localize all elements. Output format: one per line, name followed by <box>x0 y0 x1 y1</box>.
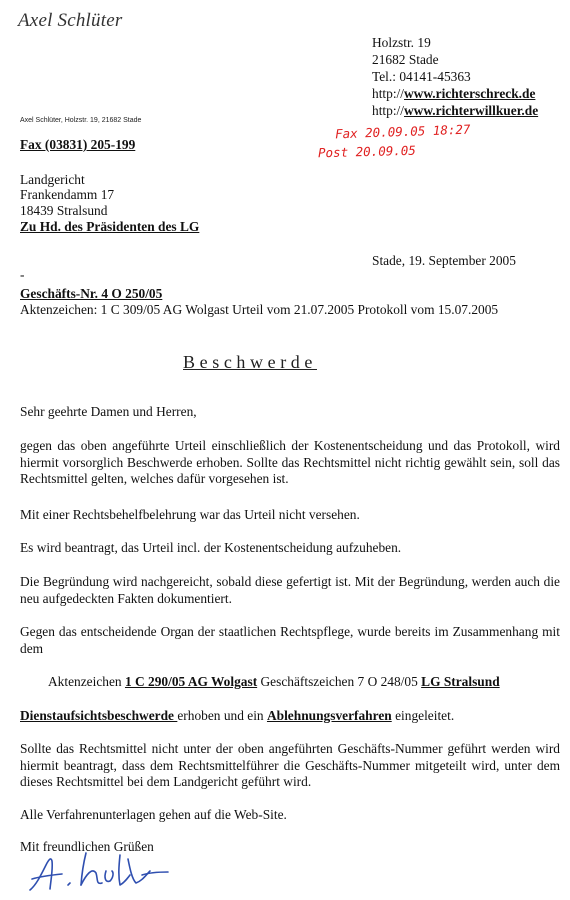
address-tel: Tel.: 04141-45363 <box>372 69 471 84</box>
complaint-line <box>20 708 454 724</box>
case-label: Aktenzeichen <box>48 674 125 689</box>
recipient-line-3: 18439 Stralsund <box>20 203 108 218</box>
paragraph-request: Es wird beantragt, das Urteil incl. der Kostenentscheidung aufzuheben. <box>20 540 402 555</box>
reference-details: Aktenzeichen: 1 C 309/05 AG Wolgast Urteil vom 21.07.2005 Protokoll vom 15.07.2005 <box>20 302 499 317</box>
handwritten-fax-note: Fax 20.09.05 18:27 <box>334 121 471 142</box>
url-text: www.richterschreck.de <box>404 86 536 101</box>
website-link-1[interactable] <box>372 86 535 102</box>
closing: Mit freundlichen Grüßen <box>20 839 154 854</box>
fax-number: Fax (03831) 205-199 <box>20 137 136 152</box>
case-reference-line <box>48 674 500 690</box>
address-street: Holzstr. 19 <box>372 35 431 50</box>
court-name: LG Stralsund <box>421 674 500 689</box>
rejection-term: Ablehnungsverfahren <box>266 708 392 723</box>
signature-icon <box>24 845 174 897</box>
document-title: Beschwerde <box>183 352 317 372</box>
paragraph-case-number-request: Sollte das Rechtsmittel nicht unter der oben angeführten Geschäfts-Nummer geführt werden wird hiermit beantragt, dass dem Rechtsmittelführer die Geschäfts-Nummer mitgeteilt wird, unter dem dieses Rechtsmittel bei dem Landgericht geführt wird. <box>20 741 560 789</box>
url-text: www.richterwillkuer.de <box>404 103 539 118</box>
complaint-term: Dienstaufsichtsbeschwerde <box>20 708 178 723</box>
address-city: 21682 Stade <box>372 52 439 67</box>
handwritten-post-note: Post 20.09.05 <box>317 142 417 161</box>
salutation: Sehr geehrte Damen und Herren, <box>20 404 197 419</box>
complaint-mid: erhoben und ein <box>177 708 267 723</box>
complaint-end: eingeleitet. <box>391 708 455 723</box>
dash-mark: - <box>20 267 25 282</box>
case-number: 1 C 290/05 AG Wolgast <box>124 674 258 689</box>
paragraph-no-instruction: Mit einer Rechtsbehelfbelehrung war das Urteil nicht versehen. <box>20 507 360 522</box>
recipient-attention: Zu Hd. des Präsidenten des LG <box>20 219 200 234</box>
url-prefix: http:// <box>372 103 404 118</box>
sender-name: Axel Schlüter <box>18 10 123 31</box>
letter-date: Stade, 19. September 2005 <box>372 253 516 268</box>
website-link-2[interactable] <box>372 103 538 119</box>
return-address: Axel Schlüter, Holzstr. 19, 21682 Stade <box>20 117 142 124</box>
paragraph-objection: gegen das oben angeführte Urteil einschließlich der Kostenentscheidung und das Protokoll, wird hiermit vorsorglich Beschwerde erhoben. Sollte das Rechtsmittel nicht richtig gewählt sein, soll das Rechtsmittel gelten, welches dafür vorgesehen ist. <box>20 438 560 486</box>
paragraph-website: Alle Verfahrenunterlagen gehen auf die Web-Site. <box>20 807 287 822</box>
recipient-line-1: Landgericht <box>20 172 85 187</box>
url-prefix: http:// <box>372 86 404 101</box>
reference-number: Geschäfts-Nr. 4 O 250/05 <box>20 286 163 301</box>
case-mid: Geschäftszeichen 7 O 248/05 <box>257 674 422 689</box>
paragraph-reasoning: Die Begründung wird nachgereicht, sobald diese gefertigt ist. Mit der Begründung, werden auch die neu aufgedeckten Fakten dokumentiert. <box>20 574 560 606</box>
recipient-line-2: Frankendamm 17 <box>20 187 115 202</box>
paragraph-context: Gegen das entscheidende Organ der staatlichen Rechtspflege, wurde bereits im Zusammenhang mit dem <box>20 624 560 656</box>
